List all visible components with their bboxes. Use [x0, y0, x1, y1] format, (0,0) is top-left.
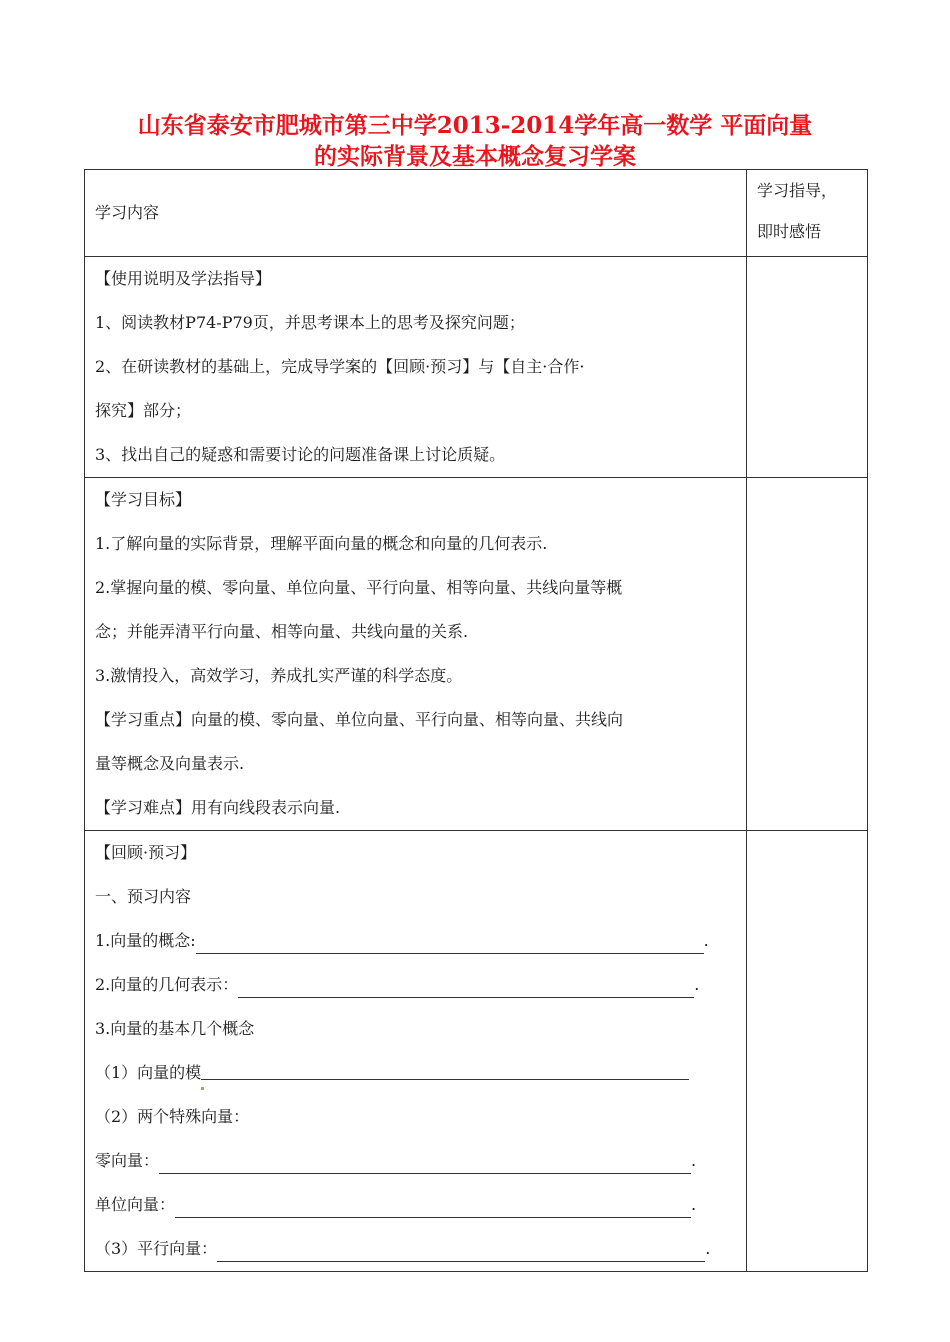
goals-item-2a: 2.掌握向量的模、零向量、单位向量、平行向量、相等向量、共线向量等概 — [95, 578, 623, 597]
question-1: 1.向量的概念: . — [95, 919, 736, 963]
notes-cell[interactable] — [747, 831, 868, 1272]
content-label: 学习内容 — [95, 203, 160, 222]
notes-cell[interactable] — [747, 478, 868, 831]
key-points-b: 量等概念及向量表示. — [95, 754, 245, 773]
usage-item-1: 1、阅读教材P74-P79页，并思考课本上的思考及探究问题； — [95, 313, 525, 332]
goals-item-1: 1.了解向量的实际背景，理解平面向量的概念和向量的几何表示. — [95, 534, 548, 553]
usage-item-2b: 探究】部分； — [95, 401, 192, 420]
question-3: 3.向量的基本几个概念 — [95, 1019, 255, 1038]
usage-item-3: 3、找出自己的疑惑和需要讨论的问题准备课上讨论质疑。 — [95, 445, 506, 464]
header-row — [85, 170, 868, 257]
unit-vector: 单位向量： . — [95, 1183, 736, 1227]
goals-item-3: 3.激情投入，高效学习，养成扎实严谨的科学态度。 — [95, 666, 463, 685]
answer-blank-parallel[interactable] — [217, 1241, 705, 1262]
study-plan-table — [84, 169, 868, 1272]
review-row — [85, 831, 868, 1272]
goals-section — [85, 478, 746, 830]
usage-row — [85, 257, 868, 478]
answer-blank-zero[interactable] — [159, 1153, 691, 1174]
document-title — [84, 110, 866, 172]
question-3-3: （3）平行向量： . — [95, 1227, 736, 1271]
goals-heading: 【学习目标】 — [95, 490, 192, 509]
preview-section-title: 一、预习内容 — [95, 887, 192, 906]
usage-item-2a: 2、在研读教材的基础上，完成导学案的【回顾·预习】与【自主·合作· — [95, 357, 585, 376]
question-2: 2.向量的几何表示： . — [95, 963, 736, 1007]
answer-blank-1[interactable] — [196, 933, 704, 954]
goals-row — [85, 478, 868, 831]
answer-blank-unit[interactable] — [175, 1197, 691, 1218]
difficult-points: 【学习难点】用有向线段表示向量. — [95, 798, 341, 817]
review-heading: 【回顾·预习】 — [95, 843, 197, 862]
guide-label-1: 学习指导， — [757, 181, 838, 200]
zero-vector: 零向量： . — [95, 1139, 736, 1183]
usage-heading: 【使用说明及学法指导】 — [95, 269, 272, 288]
key-points-a: 【学习重点】向量的模、零向量、单位向量、平行向量、相等向量、共线向 — [95, 710, 624, 729]
goals-item-2b: 念；并能弄清平行向量、相等向量、共线向量的关系. — [95, 622, 469, 641]
answer-blank-2[interactable] — [238, 977, 694, 998]
usage-section — [85, 257, 746, 477]
question-3-1: （1）向量的模 — [95, 1051, 736, 1095]
title-line-1: 山东省泰安市肥城市第三中学2013-2014学年高一数学 平面向量 — [137, 112, 813, 139]
answer-blank-modulus[interactable] — [201, 1059, 689, 1080]
guide-label-2: 即时感悟 — [757, 222, 822, 241]
title-line-2: 的实际背景及基本概念复习学案 — [314, 143, 636, 170]
speck — [201, 1087, 204, 1090]
question-3-2: （2）两个特殊向量： — [95, 1107, 250, 1126]
notes-cell[interactable] — [747, 257, 868, 478]
review-section — [85, 831, 746, 1271]
